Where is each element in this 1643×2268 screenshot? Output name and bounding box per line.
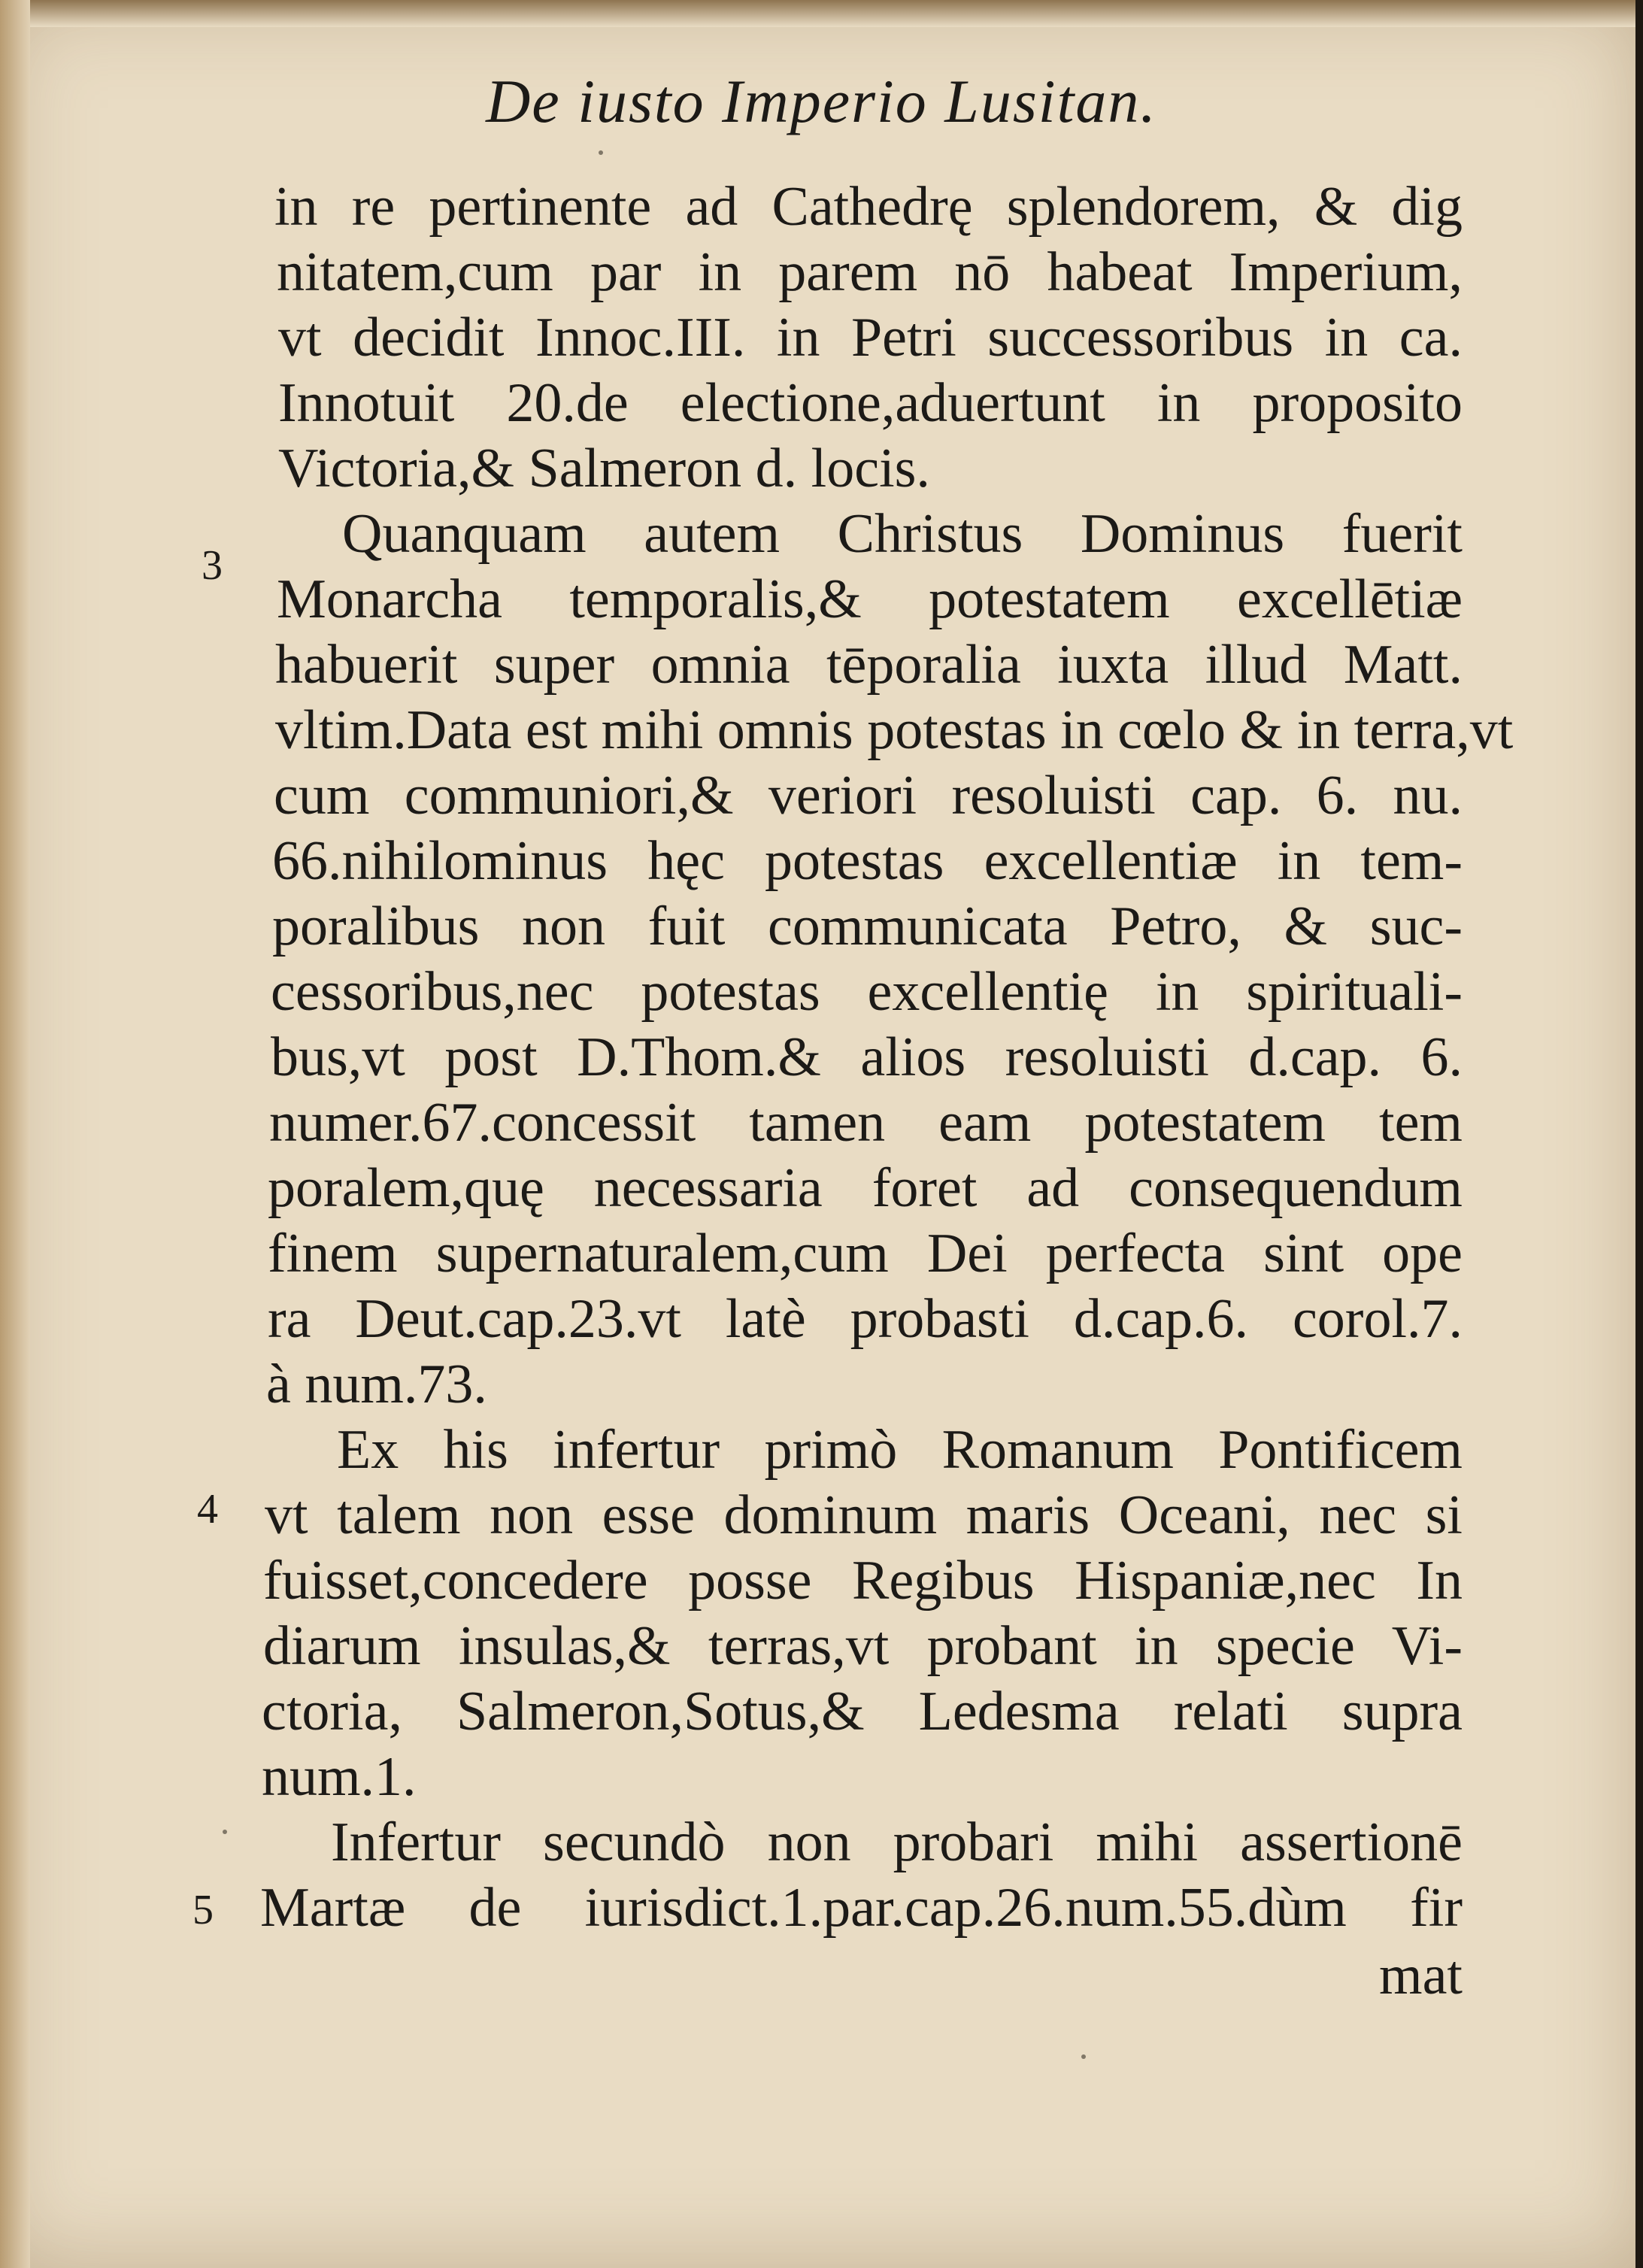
text-line-16: poralem,quę necessaria foret ad consequendum (268, 1157, 1463, 1219)
text-line-15: numer.67.concessit tamen eam potestatem tem (269, 1092, 1463, 1154)
text-line-8: habuerit super omnia tēporalia iuxta illud Matt. (275, 634, 1463, 696)
text-line-21: vt talem non esse dominum maris Oceani, nec si (265, 1484, 1463, 1546)
text-line-5: Victoria,& Salmeron d. locis. (278, 438, 930, 499)
text-line-4: Innotuit 20.de electione,aduertunt in proposito (278, 372, 1463, 434)
text-line-17: finem supernaturalem,cum Dei perfecta sint ope (268, 1223, 1463, 1284)
text-line-23: diarum insulas,& terras,vt probant in specie Vi- (263, 1615, 1463, 1677)
text-line-7: Monarcha temporalis,& potestatem excellētiæ (277, 569, 1463, 630)
text-line-19: à num.73. (266, 1354, 487, 1415)
text-line-25: num.1. (262, 1746, 417, 1808)
text-line-2: nitatem,cum par in parem nō habeat Imperium, (277, 241, 1463, 303)
paper-speck (223, 1830, 227, 1834)
paper-speck (1081, 2054, 1086, 2059)
text-line-3: vt decidit Innoc.III. in Petri successoribus in ca. (278, 307, 1463, 368)
text-line-6: Quanquam autem Christus Dominus fuerit (342, 503, 1463, 565)
text-line-27: Martæ de iurisdict.1.par.cap.26.num.55.dùm fir (260, 1877, 1463, 1939)
margin-number-5: 5 (192, 1887, 214, 1933)
page-top-edge (0, 0, 1643, 27)
text-line-14: bus,vt post D.Thom.& alios resoluisti d.cap. 6. (271, 1026, 1463, 1088)
text-line-12: poralibus non fuit communicata Petro, & suc- (272, 896, 1463, 957)
margin-number-3: 3 (202, 542, 223, 589)
text-line-9: vltim.Data est mihi omnis potestas in cœlo & in terra,vt (275, 699, 1514, 761)
text-line-18: ra Deut.cap.23.vt latè probasti d.cap.6. corol.7. (268, 1288, 1463, 1350)
text-line-22: fuisset,concedere posse Regibus Hispaniæ,nec In (263, 1550, 1463, 1612)
text-line-10: cum communiori,& veriori resoluisti cap. 6. nu. (274, 765, 1463, 826)
page-right-edge (1635, 0, 1643, 2268)
text-line-20: Ex his infertur primò Romanum Pontificem (337, 1419, 1463, 1481)
margin-number-4: 4 (197, 1486, 218, 1533)
text-line-1: in re pertinente ad Cathedrę splendorem, & dig (274, 176, 1463, 238)
text-line-24: ctoria, Salmeron,Sotus,& Ledesma relati supra (262, 1681, 1463, 1742)
catchword: mat (1379, 1945, 1463, 2006)
paper-speck (599, 150, 603, 155)
text-line-11: 66.nihilominus hęc potestas excellentiæ in tem- (272, 830, 1463, 892)
running-head: De iusto Imperio Lusitan. (486, 67, 1157, 135)
text-line-13: cessoribus,nec potestas excellentię in spirituali- (271, 961, 1463, 1023)
page-left-edge (0, 0, 30, 2268)
text-line-26: Infertur secundò non probari mihi assertionē (331, 1812, 1463, 1873)
